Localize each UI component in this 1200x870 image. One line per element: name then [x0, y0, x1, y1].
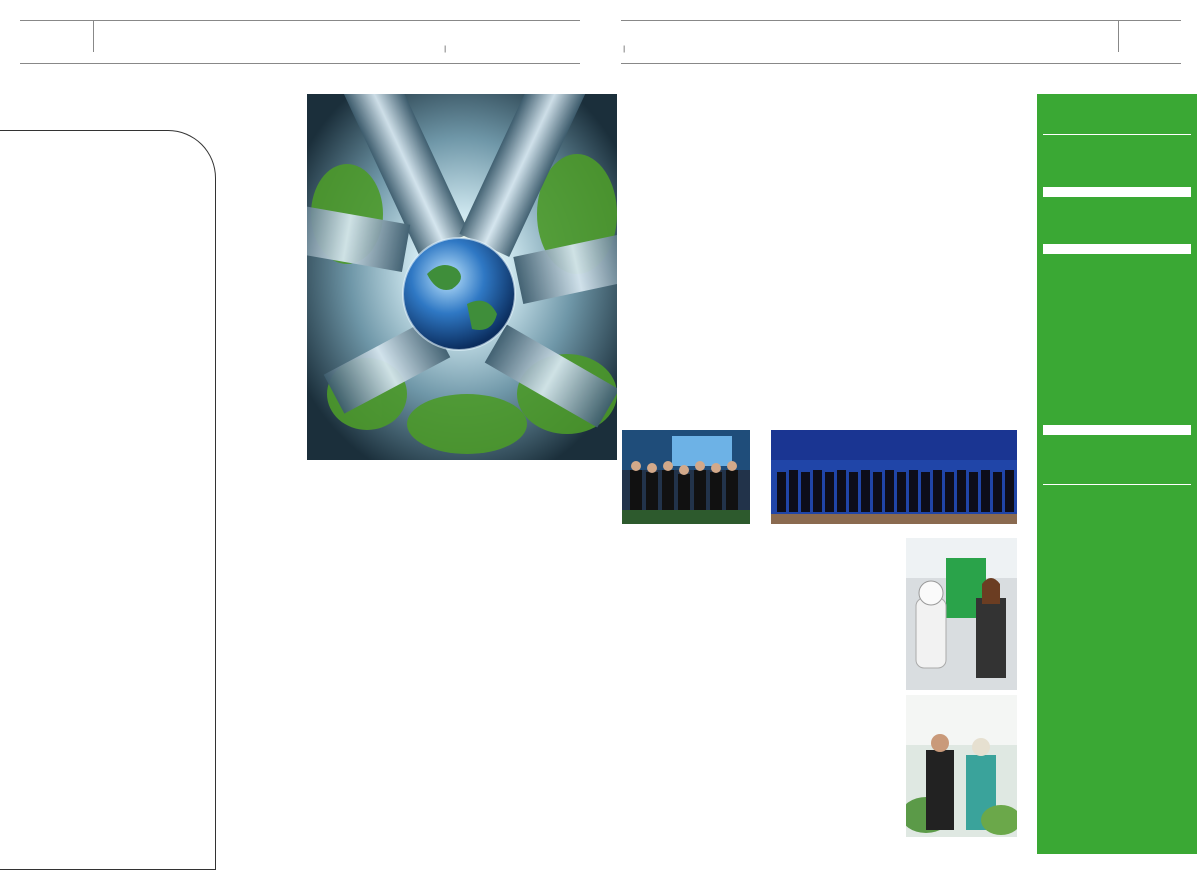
- expo-photo: [906, 695, 1017, 837]
- department-heading: [1043, 244, 1191, 254]
- sales-heading: [1043, 425, 1191, 435]
- expo-photo-illustration: [906, 695, 1017, 837]
- header-rule-top-left: [20, 20, 580, 21]
- header-meta-right: |: [621, 44, 628, 53]
- editorial-frame: [0, 130, 216, 870]
- header-divider-left: [93, 20, 94, 52]
- asean-photo: [771, 430, 1017, 524]
- sales-rule: [1043, 484, 1191, 485]
- robot-photo: [906, 538, 1017, 690]
- header-meta-left: |: [442, 44, 449, 53]
- robot-photo-illustration: [906, 538, 1017, 690]
- header-divider-right: [1118, 20, 1119, 52]
- hero-illustration: [307, 94, 617, 460]
- cop30-photo-illustration: [622, 430, 750, 524]
- hero-image: [307, 94, 617, 460]
- advisory-heading: [1043, 187, 1191, 197]
- header-rule-bottom-left: [20, 63, 580, 64]
- header-rule-top-right: [621, 20, 1181, 21]
- cop30-photo: [622, 430, 750, 524]
- team-title-rule: [1043, 134, 1191, 135]
- asean-photo-illustration: [771, 430, 1017, 524]
- team-panel: [1037, 94, 1197, 854]
- header-rule-bottom-right: [621, 63, 1181, 64]
